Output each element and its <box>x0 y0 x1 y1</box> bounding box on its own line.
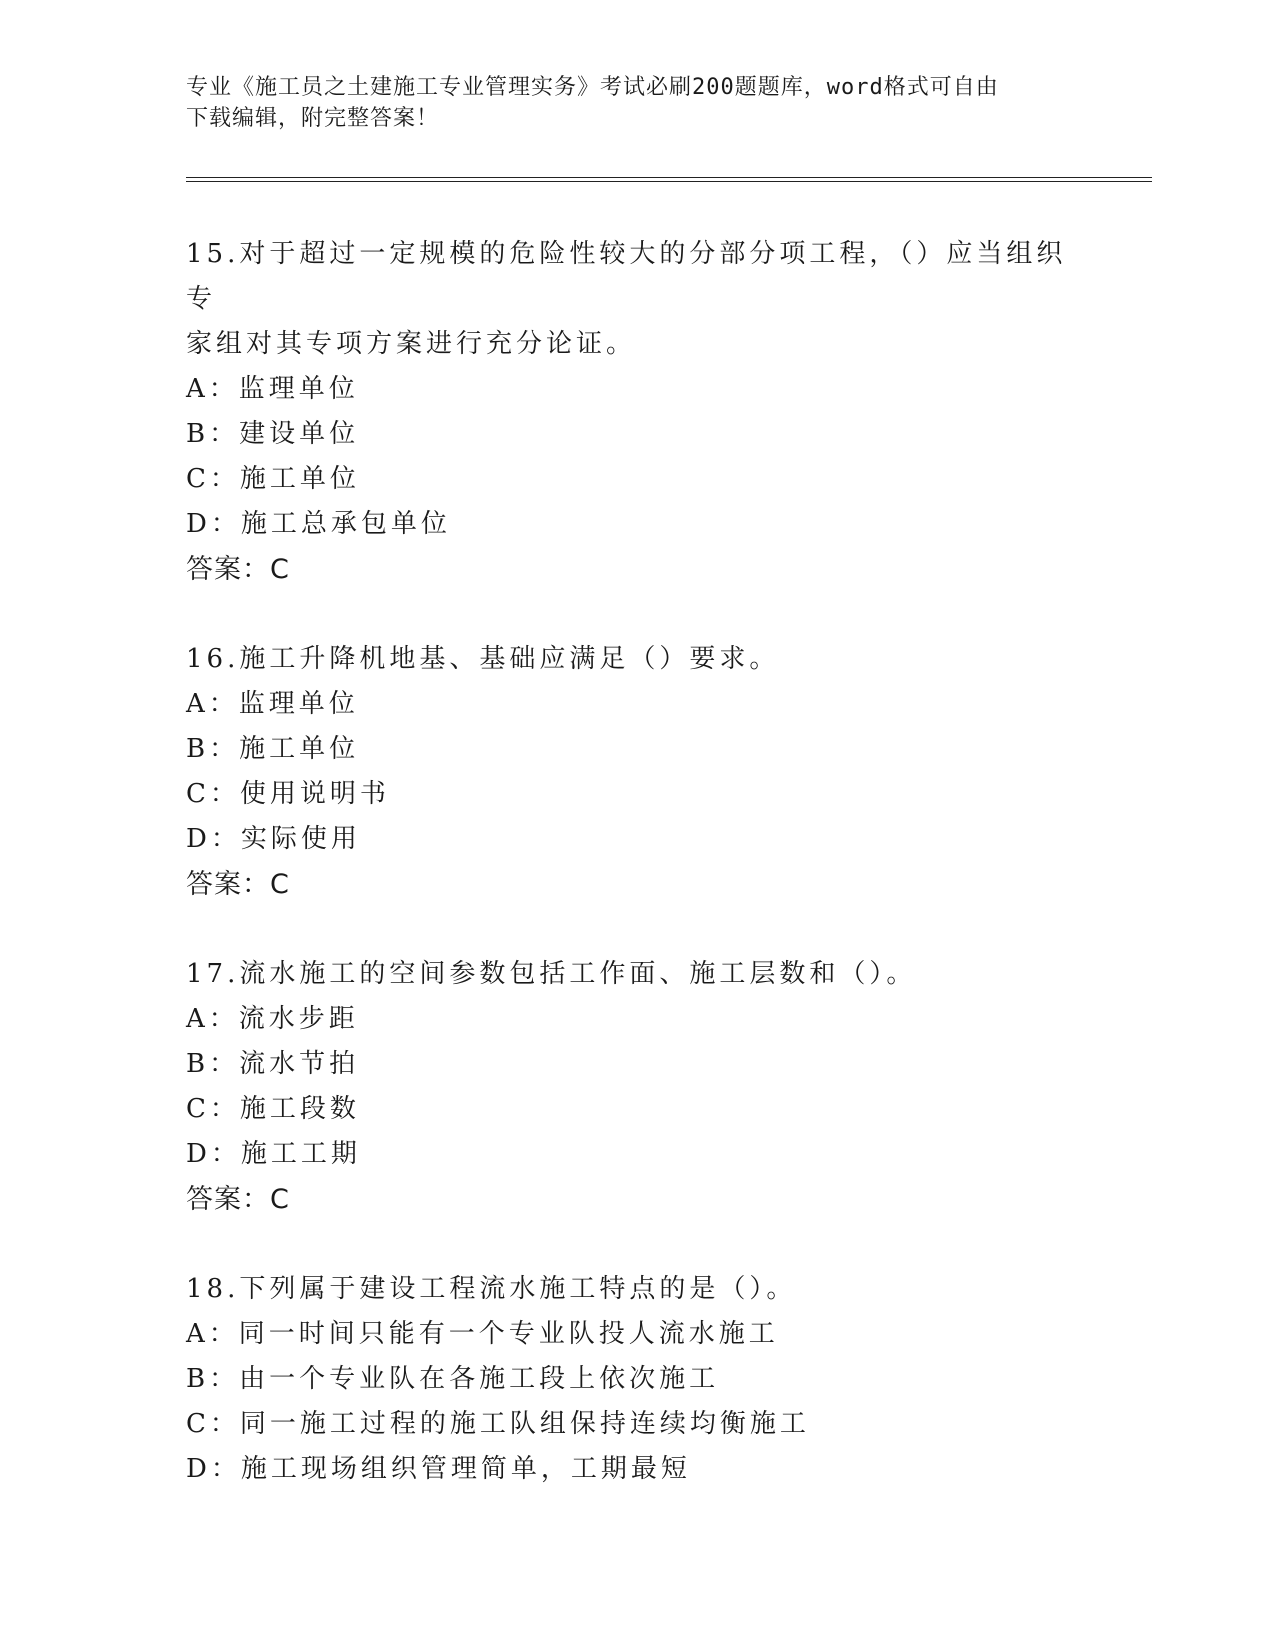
option-a: A：同一时间只能有一个专业队投人流水施工 <box>186 1319 779 1349</box>
question-18 <box>186 1267 1086 1492</box>
question-15 <box>186 232 1086 592</box>
option-a: A：流水步距 <box>186 1004 359 1034</box>
option-b: B：施工单位 <box>186 734 360 764</box>
option-d: D：实际使用 <box>186 824 361 854</box>
answer: 答案：C <box>186 554 290 585</box>
option-c: C：同一施工过程的施工队组保持连续均衡施工 <box>186 1409 810 1439</box>
option-c: C：使用说明书 <box>186 779 390 809</box>
question-stem-line-1: 16.施工升降机地基、基础应满足（）要求。 <box>186 644 780 674</box>
question-stem <box>186 637 1086 682</box>
question-stem <box>186 952 1086 997</box>
option-a: A：监理单位 <box>186 374 359 404</box>
header-line-1: 专业《施工员之土建施工专业管理实务》考试必刷200题题库，word格式可自由 <box>186 75 999 100</box>
option-b: B：建设单位 <box>186 419 360 449</box>
question-stem-line-1: 17.流水施工的空间参数包括工作面、施工层数和（）。 <box>186 959 917 989</box>
header-line-2: 下载编辑，附完整答案！ <box>186 106 440 131</box>
option-b: B：流水节拍 <box>186 1049 360 1079</box>
option-d: D：施工现场组织管理简单，工期最短 <box>186 1454 691 1484</box>
document-header <box>186 72 1066 134</box>
option-d: D：施工工期 <box>186 1139 361 1169</box>
question-stem-line-1: 18.下列属于建设工程流水施工特点的是（）。 <box>186 1274 797 1304</box>
option-c: C：施工段数 <box>186 1094 360 1124</box>
question-stem <box>186 232 1086 367</box>
question-stem <box>186 1267 1086 1312</box>
question-list <box>186 232 1086 1537</box>
question-stem-line-1: 15.对于超过一定规模的危险性较大的分部分项工程，（）应当组织专 <box>186 239 1067 314</box>
answer: 答案：C <box>186 1184 290 1215</box>
question-16 <box>186 637 1086 907</box>
option-b: B：由一个专业队在各施工段上依次施工 <box>186 1364 720 1394</box>
answer: 答案：C <box>186 869 290 900</box>
option-d: D：施工总承包单位 <box>186 509 451 539</box>
question-17 <box>186 952 1086 1222</box>
question-stem-line-2: 家组对其专项方案进行充分论证。 <box>186 329 637 359</box>
option-a: A：监理单位 <box>186 689 359 719</box>
option-c: C：施工单位 <box>186 464 360 494</box>
header-divider <box>186 177 1152 182</box>
